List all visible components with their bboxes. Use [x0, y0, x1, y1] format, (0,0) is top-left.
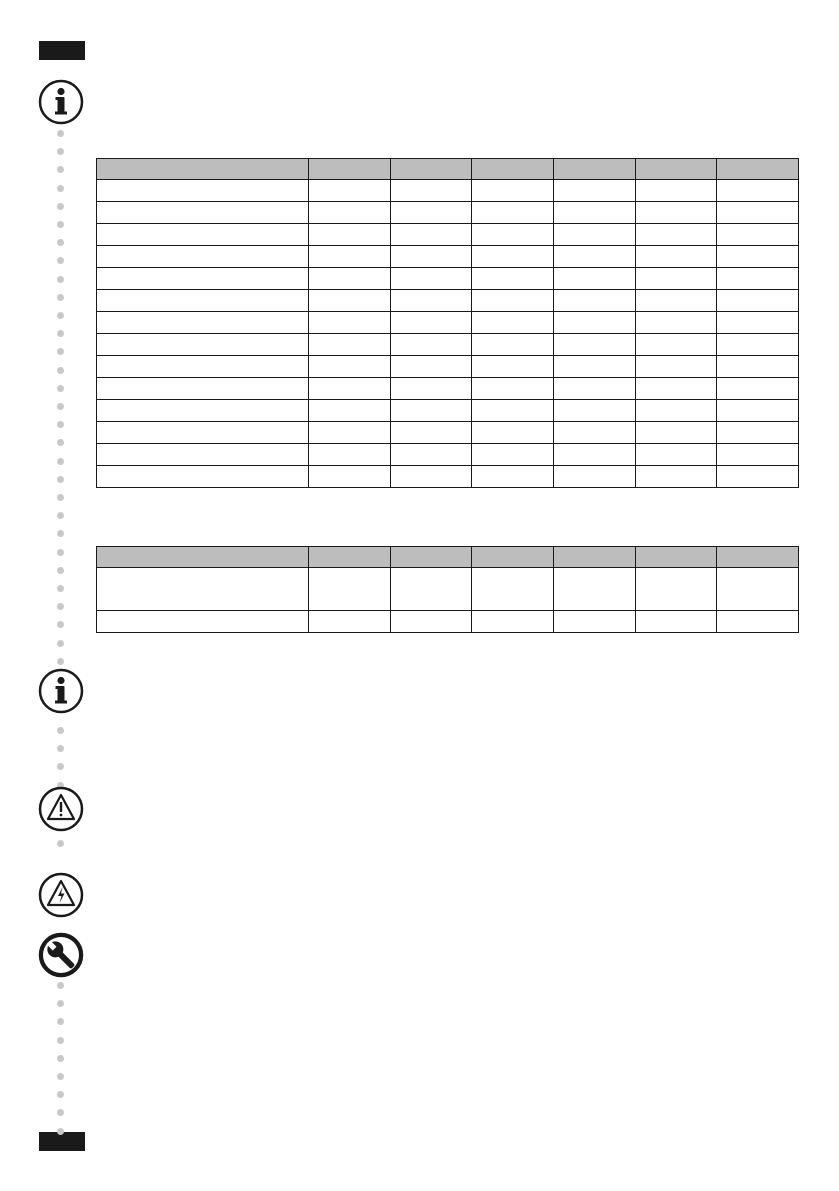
rail-dot — [57, 257, 64, 264]
table-cell — [390, 568, 472, 611]
header-cell — [97, 547, 309, 568]
table-cell — [472, 224, 554, 246]
table-cell — [309, 444, 391, 466]
table-cell — [472, 334, 554, 356]
table-cell — [553, 224, 635, 246]
header-cell — [472, 159, 554, 180]
table-cell — [553, 268, 635, 290]
header-cell — [97, 159, 309, 180]
table-cell — [553, 422, 635, 444]
rail-dot — [57, 530, 64, 537]
spec-table-secondary — [96, 546, 799, 633]
table-cell — [309, 224, 391, 246]
table-cell — [553, 356, 635, 378]
table-cell — [309, 246, 391, 268]
table-cell — [309, 268, 391, 290]
rail-dot — [57, 458, 64, 465]
table-cell — [97, 611, 309, 633]
wrench-icon — [38, 932, 84, 978]
table-cell — [635, 290, 717, 312]
rail-dot — [57, 385, 64, 392]
rail-dot — [57, 221, 64, 228]
rail-dot — [57, 1091, 64, 1098]
table-cell — [390, 334, 472, 356]
rail-dot — [57, 1109, 64, 1116]
table-cell — [97, 202, 309, 224]
table-row — [97, 290, 799, 312]
table-cell — [309, 356, 391, 378]
table-cell — [553, 611, 635, 633]
table-cell — [309, 422, 391, 444]
table-cell — [390, 290, 472, 312]
info-icon — [38, 668, 84, 714]
rail-dot — [57, 745, 64, 752]
table-cell — [390, 312, 472, 334]
table-cell — [390, 224, 472, 246]
table-row — [97, 611, 799, 633]
rail-dot — [57, 294, 64, 301]
table-cell — [635, 312, 717, 334]
table-cell — [472, 290, 554, 312]
table-cell — [309, 378, 391, 400]
rail-dot — [57, 185, 64, 192]
spec-table — [96, 158, 799, 488]
table-row — [97, 246, 799, 268]
table-cell — [635, 202, 717, 224]
table-cell — [390, 422, 472, 444]
header-cell — [635, 159, 717, 180]
table-cell — [635, 568, 717, 611]
table-cell — [472, 180, 554, 202]
rail-dot — [57, 1128, 64, 1135]
page-marker-top — [39, 41, 85, 60]
rail-dot — [57, 330, 64, 337]
table-cell — [553, 444, 635, 466]
table-cell — [309, 202, 391, 224]
table-cell — [390, 444, 472, 466]
table-cell — [472, 422, 554, 444]
table-cell — [635, 356, 717, 378]
table-cell — [717, 611, 799, 633]
table-cell — [472, 378, 554, 400]
rail-dot — [57, 512, 64, 519]
table-cell — [97, 224, 309, 246]
rail-dot — [57, 549, 64, 556]
table-cell — [97, 378, 309, 400]
rail-dot — [57, 239, 64, 246]
rail-dot — [57, 982, 64, 989]
table-cell — [717, 224, 799, 246]
table-cell — [717, 268, 799, 290]
rail-dot — [57, 203, 64, 210]
table-cell — [635, 444, 717, 466]
table-cell — [635, 422, 717, 444]
table-header-row — [97, 159, 799, 180]
table-cell — [717, 568, 799, 611]
table-cell — [97, 334, 309, 356]
rail-dot — [57, 840, 64, 847]
rail-dot — [57, 763, 64, 770]
header-cell — [717, 159, 799, 180]
table-header-row — [97, 547, 799, 568]
table-row — [97, 202, 799, 224]
electrical-warning-icon — [38, 872, 84, 918]
rail-dot — [57, 1018, 64, 1025]
table-cell — [717, 180, 799, 202]
table-cell — [97, 444, 309, 466]
table-cell — [472, 246, 554, 268]
table-cell — [717, 444, 799, 466]
rail-dot — [57, 1073, 64, 1080]
table-row — [97, 400, 799, 422]
table-cell — [717, 290, 799, 312]
rail-dot — [57, 312, 64, 319]
rail-dot — [57, 348, 64, 355]
table-cell — [553, 466, 635, 488]
table-cell — [472, 568, 554, 611]
warning-icon — [38, 786, 84, 832]
table-cell — [635, 400, 717, 422]
table-row — [97, 334, 799, 356]
table-cell — [309, 466, 391, 488]
table-cell — [635, 224, 717, 246]
rail-dot — [57, 403, 64, 410]
rail-dot — [57, 148, 64, 155]
rail-dot — [57, 585, 64, 592]
table-cell — [553, 378, 635, 400]
table-row — [97, 224, 799, 246]
table-row — [97, 180, 799, 202]
header-cell — [390, 159, 472, 180]
table-cell — [390, 356, 472, 378]
header-cell — [309, 547, 391, 568]
table-cell — [97, 246, 309, 268]
rail-dot — [57, 166, 64, 173]
rail-dot — [57, 1037, 64, 1044]
table-cell — [717, 312, 799, 334]
table-cell — [472, 466, 554, 488]
rail-dot — [57, 621, 64, 628]
table-cell — [309, 568, 391, 611]
table-cell — [97, 268, 309, 290]
table-cell — [309, 180, 391, 202]
table-cell — [390, 268, 472, 290]
info-icon — [38, 79, 84, 125]
rail-dot — [57, 494, 64, 501]
rail-dot — [57, 130, 64, 137]
table-cell — [635, 246, 717, 268]
rail-dot — [57, 476, 64, 483]
table-cell — [390, 400, 472, 422]
table-cell — [97, 400, 309, 422]
rail-dot — [57, 276, 64, 283]
table-row — [97, 444, 799, 466]
table-cell — [390, 180, 472, 202]
table-cell — [717, 466, 799, 488]
table-cell — [390, 611, 472, 633]
table-cell — [97, 568, 309, 611]
table-row — [97, 568, 799, 611]
table-cell — [97, 180, 309, 202]
table-cell — [472, 202, 554, 224]
table-cell — [390, 378, 472, 400]
rail-dot — [57, 421, 64, 428]
table-cell — [472, 611, 554, 633]
table-cell — [472, 356, 554, 378]
table-cell — [97, 290, 309, 312]
table-cell — [717, 378, 799, 400]
header-cell — [717, 547, 799, 568]
table-cell — [717, 202, 799, 224]
table-cell — [717, 422, 799, 444]
table-cell — [309, 611, 391, 633]
table-cell — [635, 268, 717, 290]
table-cell — [553, 568, 635, 611]
table-cell — [472, 268, 554, 290]
table-row — [97, 268, 799, 290]
table-cell — [717, 246, 799, 268]
table-cell — [97, 312, 309, 334]
table-cell — [553, 400, 635, 422]
table-row — [97, 466, 799, 488]
table-cell — [635, 378, 717, 400]
table-row — [97, 312, 799, 334]
table-cell — [553, 202, 635, 224]
table-cell — [309, 290, 391, 312]
header-cell — [635, 547, 717, 568]
table-cell — [390, 246, 472, 268]
table-cell — [309, 312, 391, 334]
table-cell — [717, 334, 799, 356]
rail-dot — [57, 1055, 64, 1062]
table-cell — [309, 334, 391, 356]
table-cell — [717, 356, 799, 378]
table-cell — [635, 611, 717, 633]
table-row — [97, 378, 799, 400]
table-cell — [553, 334, 635, 356]
table-cell — [635, 466, 717, 488]
rail-dot — [57, 1000, 64, 1007]
table-cell — [635, 334, 717, 356]
rail-dot — [57, 367, 64, 374]
table-cell — [97, 422, 309, 444]
rail-dot — [57, 439, 64, 446]
rail-dot — [57, 658, 64, 665]
page-marker-bottom — [39, 1132, 85, 1151]
table-cell — [553, 290, 635, 312]
table-row — [97, 356, 799, 378]
rail-dot — [57, 640, 64, 647]
table-cell — [390, 202, 472, 224]
table-cell — [97, 356, 309, 378]
table-cell — [635, 180, 717, 202]
rail-dot — [57, 603, 64, 610]
rail-dot — [57, 567, 64, 574]
table-cell — [472, 444, 554, 466]
table-row — [97, 422, 799, 444]
header-cell — [309, 159, 391, 180]
table-cell — [553, 312, 635, 334]
table-cell — [309, 400, 391, 422]
table-cell — [97, 466, 309, 488]
table-cell — [472, 312, 554, 334]
rail-dot — [57, 727, 64, 734]
header-cell — [553, 547, 635, 568]
table-cell — [553, 180, 635, 202]
header-cell — [553, 159, 635, 180]
table-cell — [717, 400, 799, 422]
header-cell — [390, 547, 472, 568]
table-cell — [553, 246, 635, 268]
table-cell — [472, 400, 554, 422]
table-cell — [390, 466, 472, 488]
header-cell — [472, 547, 554, 568]
